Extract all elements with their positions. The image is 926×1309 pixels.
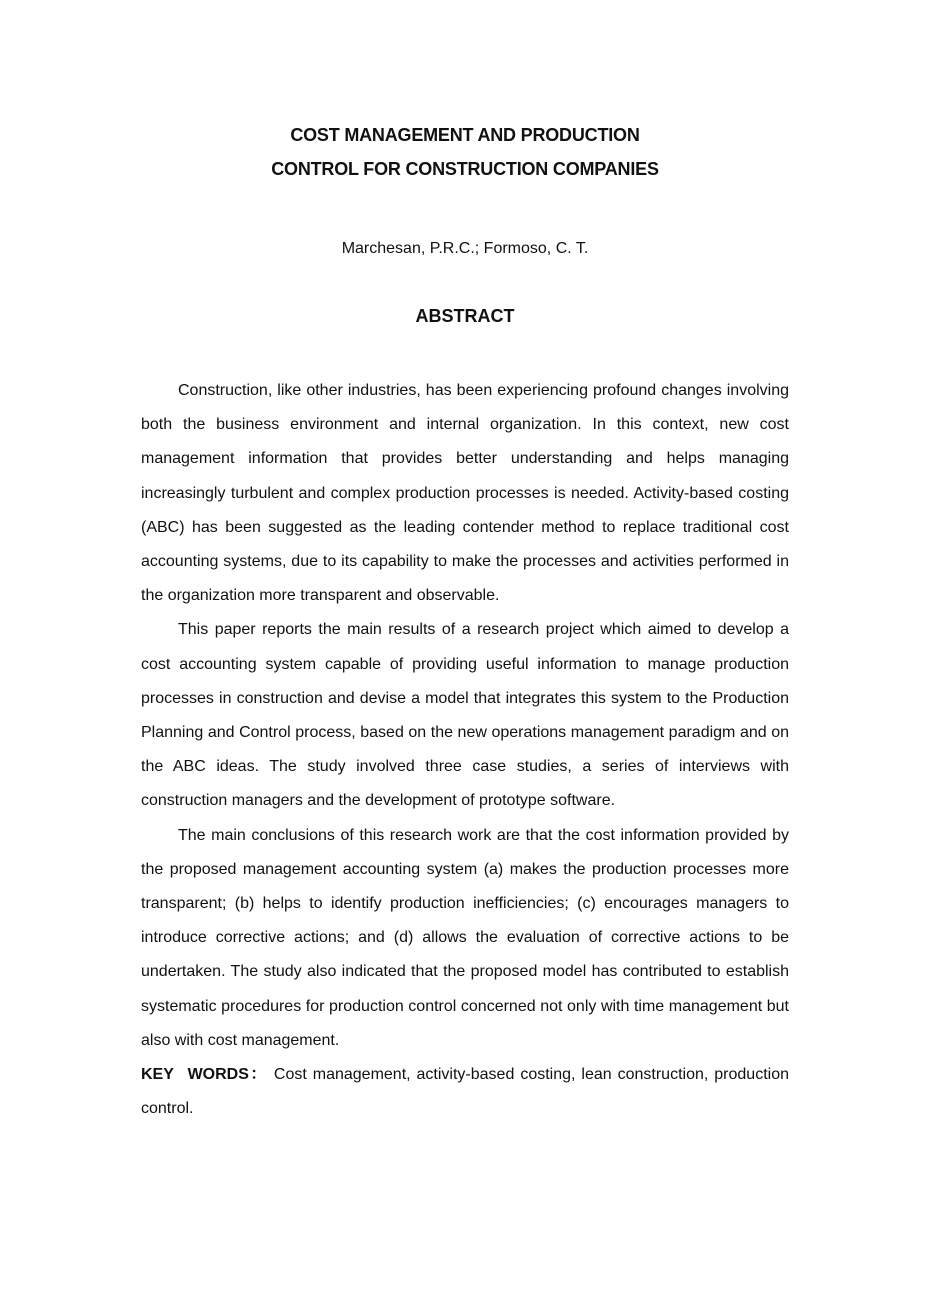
abstract-heading: ABSTRACT bbox=[415, 306, 515, 326]
keywords bbox=[141, 1058, 789, 1126]
abstract-paragraph-1: Construction, like other industries, has been experiencing profound changes involving both the business environment and internal organization. In this context, new cost management information that provides better understanding and helps managing increasingly turbulent and complex production processes is needed. Activity-based costing (ABC) has been suggested as the leading contender method to replace traditional cost accounting systems, due to its capability to make the processes and activities performed in the organization more transparent and observable. bbox=[141, 382, 789, 605]
authors: Marchesan, P.R.C.; Formoso, C. T. bbox=[341, 240, 589, 257]
keywords-label: KEY WORDS： bbox=[141, 1066, 268, 1084]
paper-title bbox=[141, 118, 789, 186]
paper-page bbox=[141, 118, 789, 1126]
keywords-text: Cost management, activity-based costing, lean construction, production control. bbox=[141, 1066, 790, 1118]
abstract-paragraph-2: This paper reports the main results of a research project which aimed to develop a cost accounting system capable of providing useful information to manage production processes in construction and devise a model that integrates this system to the Production Planning and Control process, based on the new operations management paradigm and on the ABC ideas. The study involved three case studies, a series of interviews with construction managers and the development of prototype software. bbox=[141, 621, 789, 810]
title-line-1: COST MANAGEMENT AND PRODUCTION bbox=[290, 125, 640, 145]
abstract-paragraph-3: The main conclusions of this research work are that the cost information provided by the proposed management accounting system (a) makes the production processes more transparent; (b) helps to identify production inefficiencies; (c) encourages managers to introduce corrective actions; and (d) allows the evaluation of corrective actions to be undertaken. The study also indicated that the proposed model has contributed to establish systematic procedures for production control concerned not only with time management but also with cost management. bbox=[141, 826, 789, 1049]
title-line-2: CONTROL FOR CONSTRUCTION COMPANIES bbox=[271, 159, 659, 179]
abstract-body bbox=[141, 374, 789, 1126]
